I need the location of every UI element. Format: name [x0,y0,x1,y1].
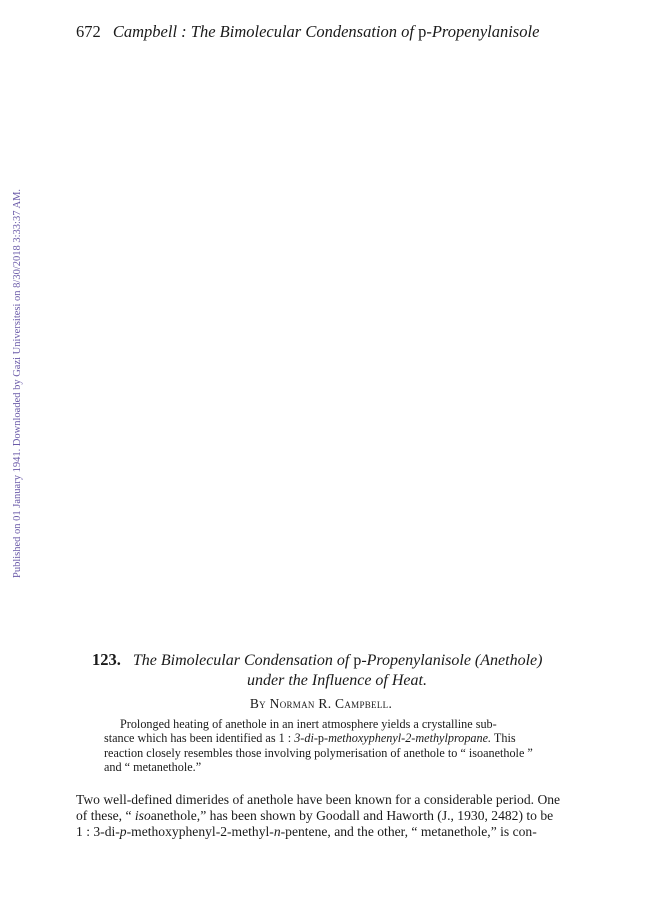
abstract-line-1: Prolonged heating of anethole in an inert atmosphere yields a crystalline sub- [120,717,497,731]
body-line-2c: anethole,” has been shown by Goodall and Haworth (J., 1930, 2482) to be [150,808,554,824]
body-line-3b: p [119,824,127,840]
abstract-line-2e: This [491,731,516,746]
running-title-prefix: Campbell : The Bimolecular Condensation of [112,22,419,41]
article-number: 123. [92,650,121,669]
body-text [76,792,598,841]
page-number: 672 [76,22,101,41]
body-line-3c: -methoxyphenyl-2-methyl- [126,824,274,840]
body-line-3d: n [273,824,281,840]
abstract [104,717,566,774]
body-line-3a: 1 : 3-di- [76,824,120,840]
running-title-suffix: -Propenylanisole [426,22,540,41]
running-title [113,22,540,41]
body-line-3 [76,824,598,840]
abstract-line-2b: 3-di- [294,731,318,746]
body-line-2b: iso [134,808,151,824]
body-line-2 [76,808,598,824]
article-title-line-1 [92,650,592,671]
abstract-line-2a: stance which has been identified as 1 : [104,731,295,746]
abstract-line-2d: methoxyphenyl-2-methylpropane. [328,731,492,746]
byline-by: By [249,696,270,711]
running-title-para: p [418,22,427,41]
byline [76,696,566,712]
abstract-line-2c: p- [317,731,329,746]
body-line-2a: of these, “ [76,808,135,824]
title-part-a: The Bimolecular Condensation of [132,652,354,669]
body-line-1: Two well-defined dimerides of anethole have been known for a considerable period. One [76,792,561,807]
download-watermark: Published on 01 January 1941. Downloaded by Gazi Universitesi on 8/30/2018 3:33:37 AM. [12,188,23,578]
article-title-line-2: under the Influence of Heat. [247,672,427,689]
title-part-c: ) [537,652,543,669]
abstract-line-2 [104,731,566,745]
abstract-line-4: and “ metanethole.” [104,759,202,774]
title-para: p [353,652,362,669]
author-name: Norman R. Campbell. [269,696,393,711]
title-part-b: -Propenylanisole ( [361,652,481,669]
article-title [92,650,592,691]
body-line-3e: -pentene, and the other, “ metanethole,” is con- [280,824,537,840]
running-head [76,22,616,42]
abstract-line-3: reaction closely resembles those involving polymerisation of anethole to “ isoanethole ” [104,745,533,760]
title-anethole: Anethole [480,652,538,669]
